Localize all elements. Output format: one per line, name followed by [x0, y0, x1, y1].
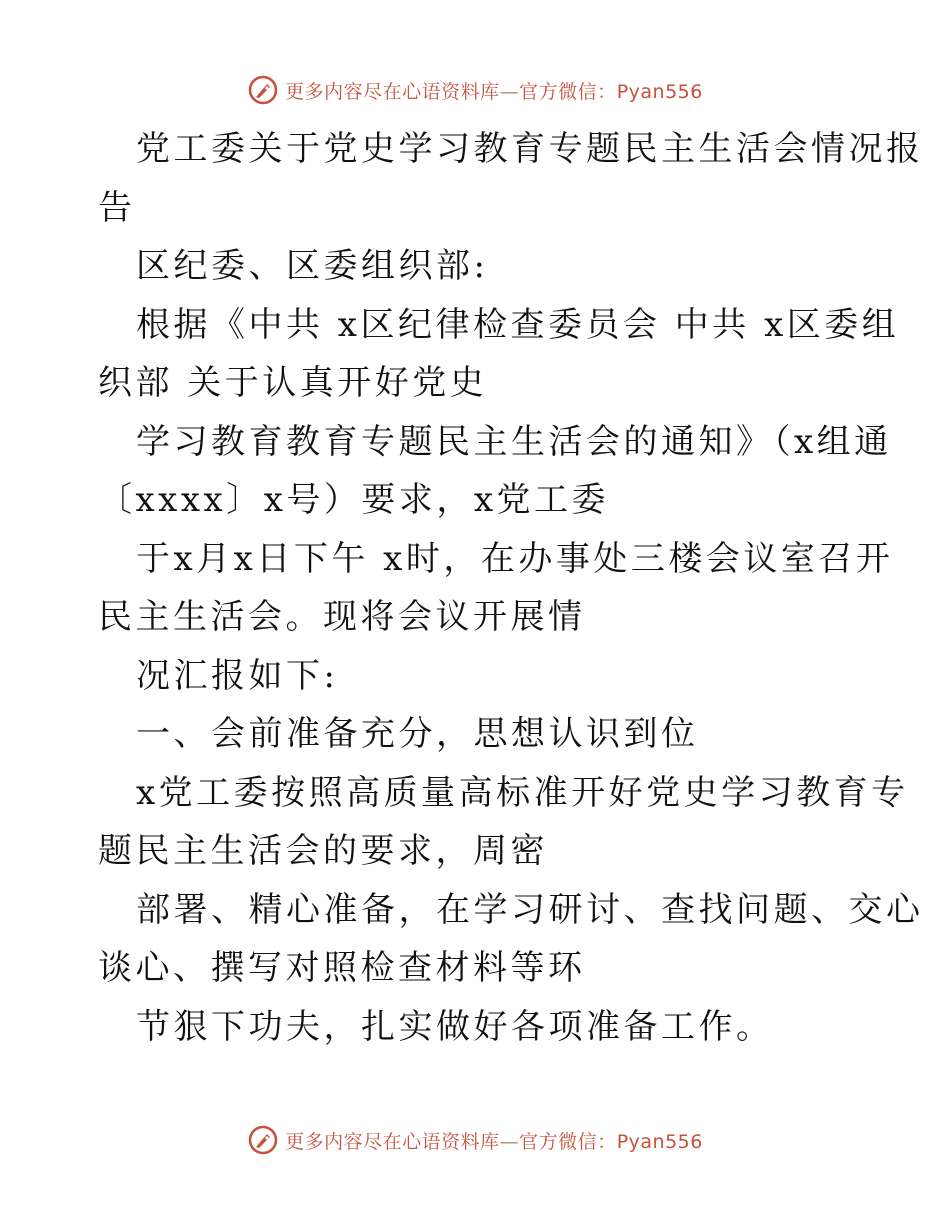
paragraph-line: 学习教育教育专题民主生活会的通知》（x组通: [136, 421, 892, 462]
watermark-wechat-id: Pyan556: [616, 80, 703, 103]
paragraph-line: 〔xxxx〕x号）要求，x党工委: [98, 480, 610, 520]
header-watermark: [0, 70, 950, 110]
paragraph-line: 部署、精心准备，在学习研讨、查找问题、交心: [136, 889, 924, 930]
paragraph-line: 况汇报如下:: [136, 655, 339, 696]
paragraph-line: 谈心、撰写对照检查材料等环: [98, 948, 586, 988]
watermark-official-label: 官方微信：: [519, 1130, 617, 1153]
paragraph-line: 民主生活会。现将会议开展情: [98, 597, 586, 637]
watermark-main-text: 更多内容尽在心语资料库: [285, 1130, 500, 1153]
watermark-separator: —: [499, 80, 520, 103]
paragraph-line: 织部 关于认真开好党史: [98, 363, 488, 403]
paragraph-line: 题民主生活会的要求，周密: [98, 831, 548, 871]
watermark-separator: —: [499, 1130, 520, 1153]
paragraph-line: x党工委按照高质量高标准开好党史学习教育专: [136, 772, 909, 813]
watermark-text: [285, 77, 703, 104]
pen-nib-logo-icon: [247, 74, 279, 106]
watermark-text: [285, 1127, 703, 1154]
watermark-official-label: 官方微信：: [519, 80, 617, 103]
paragraph-line: 根据《中共 x区纪律检查委员会 中共 x区委组: [136, 304, 900, 345]
paragraph-line: 于x月x日下午 x时，在办事处三楼会议室召开: [136, 538, 894, 579]
section-heading: 一、会前准备充分，思想认识到位: [136, 714, 699, 754]
footer-watermark: [0, 1120, 950, 1160]
paragraph-line: 节狠下功夫，扎实做好各项准备工作。: [136, 1006, 774, 1047]
document-title-line-1: 党工委关于党史学习教育专题民主生活会情况报: [136, 129, 924, 169]
pen-nib-logo-icon: [247, 1124, 279, 1156]
watermark-wechat-id: Pyan556: [616, 1130, 703, 1153]
document-body: [98, 120, 924, 1056]
document-addressee: 区纪委、区委组织部:: [136, 246, 489, 286]
document-title-line-2: 告: [98, 187, 136, 228]
watermark-main-text: 更多内容尽在心语资料库: [285, 80, 500, 103]
